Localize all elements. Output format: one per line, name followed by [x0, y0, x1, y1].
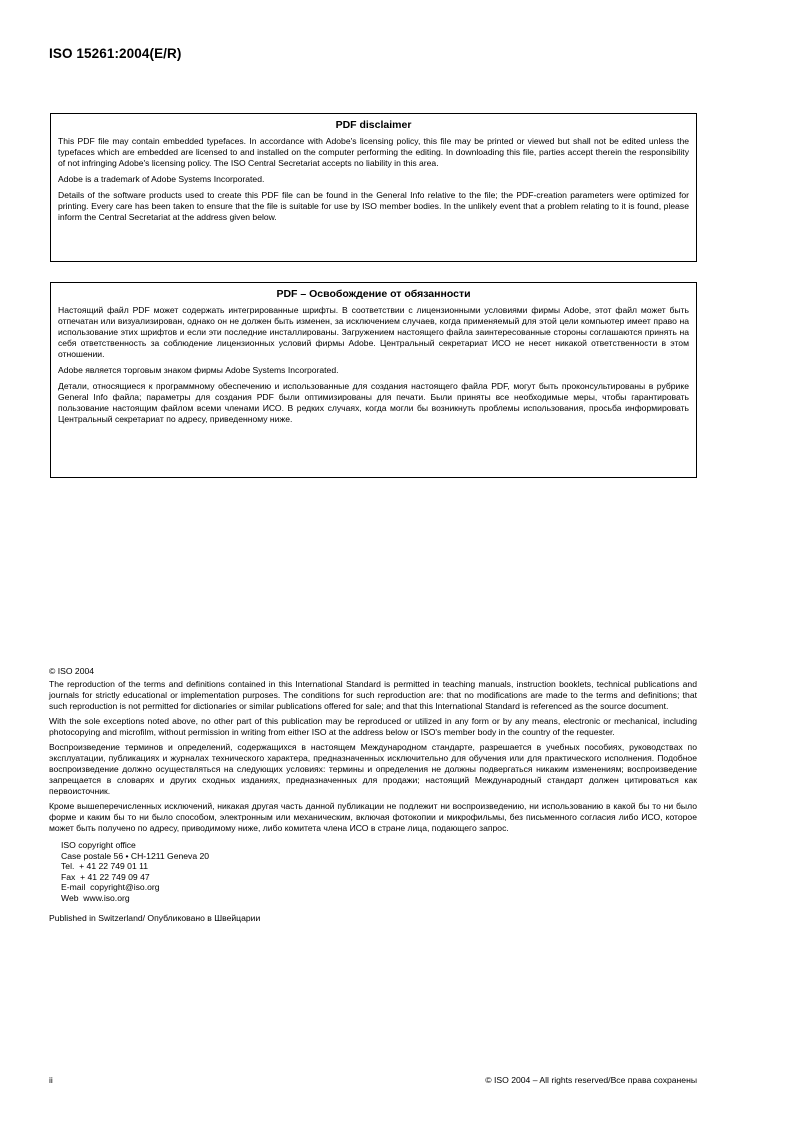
- pdf-disclaimer-en-paragraph: Adobe is a trademark of Adobe Systems Incorporated.: [58, 174, 265, 184]
- copyright-paragraph: The reproduction of the terms and definitions contained in this International Standard is permitted in teaching manuals, instruction booklets, technical publications and journals for strictly educational or implementation purposes. The conditions for such reproduction are: that no modifications are made to the terms and definitions; that such reproduction is not permitted for dictionaries or similar publications offered for sale; and that this International Standard is referenced as the source document.: [49, 679, 697, 711]
- address-line: Case postale 56 • CH-1211 Geneva 20: [61, 850, 210, 861]
- copyright-paragraph: Воспроизведение терминов и определений, содержащихся в настоящем Международном стандарте, разрешается в учебных пособиях, руководствах по эксплуатации, публикациях и журналах технического характера, предназначенных исключительно для обучения или для практического исполнения. Подобное воспроизведение должно осуществляться на следующих условиях: термины и определения не должны подвергаться никаким изменениям; воспроизведение запрещается в словарях и других сходных изданиях, предназначенных для продажи; настоящий Международный стандарт должен цитироваться как первоисточник.: [49, 742, 697, 796]
- email-line[interactable]: E-mail copyright@iso.org: [61, 882, 160, 892]
- pdf-disclaimer-ru: [50, 282, 697, 478]
- document-id-header: ISO 15261:2004(E/R): [49, 46, 182, 61]
- pdf-disclaimer-ru-title: PDF – Освобождение от обязанности: [276, 288, 471, 300]
- web-line[interactable]: Web www.iso.org: [61, 892, 130, 903]
- footer-copyright: © ISO 2004 – All rights reserved/Все права сохранены: [485, 1075, 697, 1085]
- pdf-disclaimer-en-paragraph: This PDF file may contain embedded typefaces. In accordance with Adobe's licensing policy, this file may be printed or viewed but shall not be edited unless the typefaces which are embedded are licensed to and installed on the computer performing the editing. In downloading this file, parties accept therein the responsibility of not infringing Adobe's licensing policy. The ISO Central Secretariat accepts no liability in this area.: [58, 136, 689, 168]
- page-number: ii: [49, 1075, 53, 1085]
- pdf-disclaimer-ru-paragraph: Adobe является торговым знаком фирмы Adobe Systems Incorporated.: [58, 365, 339, 375]
- copyright-office-address: [61, 840, 697, 903]
- address-line: ISO copyright office: [61, 840, 136, 850]
- copyright-line: © ISO 2004: [49, 666, 95, 676]
- page-footer: [49, 1075, 697, 1089]
- address-line: Tel. + 41 22 749 01 11: [61, 861, 149, 871]
- pdf-disclaimer-en-title: PDF disclaimer: [335, 119, 412, 131]
- published-in: Published in Switzerland/ Опубликовано в Швейцарии: [49, 913, 261, 923]
- pdf-disclaimer-en-paragraph: Details of the software products used to create this PDF file can be found in the General Info relative to the file; the PDF-creation parameters were optimized for printing. Every care has been taken to ensure that the file is suitable for use by ISO member bodies. In the unlikely event that a problem relating to it is found, please inform the Central Secretariat at the address given below.: [58, 190, 689, 222]
- address-line: Fax + 41 22 749 09 47: [61, 871, 150, 882]
- pdf-disclaimer-ru-paragraph: Настоящий файл PDF может содержать интегрированные шрифты. В соответствии с лицензионными условиями фирмы Adobe, этот файл может быть отпечатан или визуализирован, однако он не должен быть изменен, за исключением случаев, когда применяемый для этой цели компьютер имеет право на использование этих шрифтов и если эти последние инсталлированы. Загружением настоящего файла заинтересованные стороны соглашаются принять на себя ответственность за соблюдение лицензионных условий фирмы Adobe. Центральный секретариат ИСО не несет никакой ответственности в этом отношении.: [58, 305, 689, 359]
- copyright-section: [49, 666, 697, 924]
- copyright-paragraph: Кроме вышеперечисленных исключений, никакая другая часть данной публикации не подлежит ни воспроизведению, ни использованию в какой бы то ни было форме и каким бы то ни было способом, электронным или механическим, включая фотокопии и микрофильмы, без письменного согласия либо ИСО, которое может быть получено по адресу, приводимому ниже, либо комитета члена ИСО в стране лица, подающего запрос.: [49, 801, 697, 833]
- copyright-paragraph: With the sole exceptions noted above, no other part of this publication may be reproduced or utilized in any form or by any means, electronic or mechanical, including photocopying and microfilm, without permission in writing from either ISO at the address below or ISO's member body in the country of the requester.: [49, 716, 697, 737]
- pdf-disclaimer-en: [50, 113, 697, 262]
- pdf-disclaimer-ru-paragraph: Детали, относящиеся к программному обеспечению и использованные для создания настоящего файла PDF, могут быть проконсультированы в рубрике General Info файла; параметры для создания PDF были оптимизированы для печати. Были приняты все необходимые меры, чтобы гарантировать пользование настоящим файлом всеми членами ИСО. В редких случаях, когда могли бы возникнуть проблемы использования, просьба информировать Центральный секретариат по адресу, приведенному ниже.: [58, 381, 689, 424]
